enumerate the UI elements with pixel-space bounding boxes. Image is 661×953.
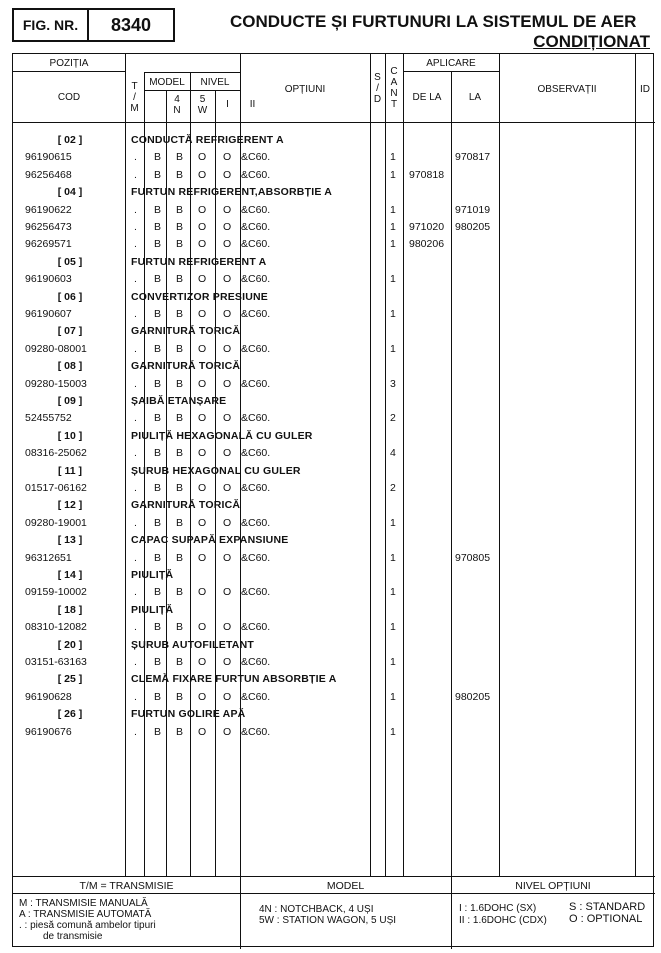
position-number: [ 10 ]	[57, 429, 83, 442]
nivel-2-cell: O	[223, 308, 232, 320]
part-description: CAPAC SUPAPĂ EXPANSIUNE	[131, 534, 289, 547]
legend-footer	[13, 876, 655, 948]
model-4n-cell: B	[154, 238, 162, 251]
title-line-2: CONDIȚIONAT	[533, 32, 650, 51]
model-5w-cell: B	[176, 273, 184, 286]
model-4n-cell: B	[154, 447, 162, 460]
nivel-1-cell: O	[198, 690, 207, 703]
part-description: PIULIȚĂ	[131, 603, 174, 616]
model-5w-cell: B	[176, 238, 184, 251]
quantity-cell: 2	[390, 482, 396, 494]
transmission-cell: .	[134, 551, 137, 564]
options-cell: &C60.	[241, 151, 271, 164]
table-row	[13, 376, 655, 393]
part-code: 96190628	[25, 690, 72, 703]
model-5w-cell: B	[176, 725, 184, 738]
table-row	[13, 219, 655, 236]
col-header-4n: 4 N	[173, 94, 181, 116]
nivel-2-cell: O	[223, 621, 232, 634]
options-cell: &C60.	[241, 690, 271, 703]
part-description: GARNITURĂ TORICĂ	[131, 360, 241, 373]
nivel-2-cell: O	[223, 342, 232, 355]
nivel-2-cell: O	[223, 725, 232, 738]
table-row	[13, 515, 655, 532]
part-code: 96190622	[25, 203, 72, 216]
col-header-nivel: NIVEL	[200, 77, 230, 88]
divider	[13, 71, 125, 72]
model-4n-cell: B	[154, 690, 162, 703]
options-cell: &C60.	[241, 377, 271, 390]
to-date-cell: 980205	[455, 221, 491, 233]
quantity-cell: 1	[390, 221, 396, 233]
nivel-1-cell: O	[198, 447, 207, 460]
nivel-1-cell: O	[198, 656, 207, 668]
col-header-5w: 5 W	[197, 94, 208, 116]
transmission-cell: .	[134, 725, 137, 738]
col-header-aplicare: APLICARE	[426, 58, 476, 69]
position-number: [ 26 ]	[57, 708, 83, 721]
quantity-cell: 1	[390, 238, 396, 251]
options-cell: &C60.	[241, 412, 271, 425]
part-code: 03151-63163	[25, 656, 87, 668]
section-row	[13, 132, 655, 149]
nivel-2-cell: O	[223, 221, 232, 233]
nivel-1-cell: O	[198, 238, 207, 251]
table-row	[13, 202, 655, 219]
transmission-cell: .	[134, 203, 137, 216]
part-description: ȘURUB HEXAGONAL CU GULER	[131, 464, 301, 477]
options-cell: &C60.	[241, 621, 271, 634]
part-description: ȘAIBĂ ETANȘARE	[131, 395, 227, 407]
part-description: GARNITURĂ TORICĂ	[131, 325, 241, 338]
table-row	[13, 167, 655, 184]
model-5w-cell: B	[176, 482, 184, 494]
table-row	[13, 654, 655, 671]
table-row	[13, 550, 655, 567]
quantity-cell: 1	[390, 168, 396, 181]
transmission-cell: .	[134, 238, 137, 251]
part-description: FURTUN REFRIGERENT A	[131, 255, 267, 268]
quantity-cell: 4	[390, 447, 396, 460]
model-5w-cell: B	[176, 690, 184, 703]
part-code: 09280-08001	[25, 342, 87, 355]
legend-optional: O : OPTIONAL	[569, 913, 643, 925]
legend-tm-title: T/M = TRANSMISIE	[79, 880, 174, 892]
section-row	[13, 428, 655, 445]
to-date-cell: 971019	[455, 203, 491, 216]
position-number: [ 05 ]	[57, 255, 83, 268]
nivel-1-cell: O	[198, 621, 207, 634]
part-code: 96190676	[25, 725, 72, 738]
position-number: [ 12 ]	[57, 499, 83, 512]
section-row	[13, 671, 655, 688]
transmission-cell: .	[134, 168, 137, 181]
part-code: 01517-06162	[25, 482, 87, 494]
part-code: 52455752	[25, 412, 72, 425]
quantity-cell: 1	[390, 151, 396, 164]
nivel-2-cell: O	[223, 586, 232, 599]
model-4n-cell: B	[154, 656, 162, 668]
nivel-1-cell: O	[198, 151, 207, 164]
section-row	[13, 393, 655, 410]
nivel-2-cell: O	[223, 412, 232, 425]
model-5w-cell: B	[176, 377, 184, 390]
quantity-cell: 1	[390, 551, 396, 564]
legend-tm-m: M : TRANSMISIE MANUALĂ	[19, 898, 148, 909]
section-row	[13, 637, 655, 654]
part-code: 96256473	[25, 221, 72, 233]
section-row	[13, 532, 655, 549]
quantity-cell: 1	[390, 621, 396, 634]
transmission-cell: .	[134, 621, 137, 634]
nivel-1-cell: O	[198, 342, 207, 355]
nivel-2-cell: O	[223, 447, 232, 460]
part-description: CLEMĂ FIXARE FURTUN ABSORBȚIE A	[131, 673, 337, 686]
options-cell: &C60.	[241, 238, 271, 251]
model-4n-cell: B	[154, 482, 162, 494]
part-description: PIULIȚĂ HEXAGONALĂ CU GULER	[131, 429, 313, 442]
position-number: [ 13 ]	[57, 534, 83, 547]
model-5w-cell: B	[176, 203, 184, 216]
nivel-2-cell: O	[223, 516, 232, 529]
transmission-cell: .	[134, 308, 137, 320]
page-title	[230, 12, 650, 52]
header-divider	[13, 122, 655, 123]
quantity-cell: 1	[390, 725, 396, 738]
transmission-cell: .	[134, 273, 137, 286]
model-5w-cell: B	[176, 516, 184, 529]
figure-label: FIG. NR.	[14, 10, 89, 40]
quantity-cell: 1	[390, 203, 396, 216]
part-description: PIULIȚĂ	[131, 569, 174, 581]
section-row	[13, 497, 655, 514]
model-4n-cell: B	[154, 308, 162, 320]
nivel-1-cell: O	[198, 551, 207, 564]
part-description: CONVERTIZOR PRESIUNE	[131, 290, 269, 303]
legend-nivel-title: NIVEL OPȚIUNI	[515, 880, 591, 892]
from-date-cell: 971020	[409, 221, 445, 233]
parts-table	[12, 53, 654, 947]
col-header-pozitia: POZIȚIA	[49, 58, 89, 69]
options-cell: &C60.	[241, 342, 271, 355]
position-number: [ 20 ]	[57, 638, 83, 651]
table-row	[13, 149, 655, 166]
position-number: [ 14 ]	[57, 569, 83, 581]
options-cell: &C60.	[241, 725, 271, 738]
section-row	[13, 358, 655, 375]
position-number: [ 06 ]	[57, 290, 83, 303]
legend-model-title: MODEL	[326, 880, 365, 892]
quantity-cell: 1	[390, 516, 396, 529]
transmission-cell: .	[134, 516, 137, 529]
quantity-cell: 1	[390, 308, 396, 320]
model-5w-cell: B	[176, 412, 184, 425]
transmission-cell: .	[134, 482, 137, 494]
part-description: FURTUN REFRIGERENT,ABSORBȚIE A	[131, 186, 333, 199]
figure-number-box	[12, 8, 175, 42]
transmission-cell: .	[134, 221, 137, 233]
quantity-cell: 1	[390, 342, 396, 355]
model-4n-cell: B	[154, 168, 162, 181]
model-5w-cell: B	[176, 342, 184, 355]
to-date-cell: 970817	[455, 151, 491, 164]
nivel-2-cell: O	[223, 482, 232, 494]
col-header-id: ID	[640, 84, 650, 95]
part-description: FURTUN GOLIRE APĂ	[131, 708, 246, 721]
col-header-model: MODEL	[149, 77, 185, 88]
col-header-nivel-2: II	[249, 99, 256, 110]
col-header-de-la: DE LA	[412, 92, 442, 103]
transmission-cell: .	[134, 377, 137, 390]
transmission-cell: .	[134, 412, 137, 425]
position-number: [ 18 ]	[57, 603, 83, 616]
options-cell: &C60.	[241, 168, 271, 181]
options-cell: &C60.	[241, 586, 271, 599]
col-header-nivel-1: I	[226, 99, 229, 110]
options-cell: &C60.	[241, 221, 271, 233]
legend-standard: S : STANDARD	[569, 901, 646, 913]
quantity-cell: 3	[390, 377, 396, 390]
model-4n-cell: B	[154, 377, 162, 390]
part-code: 96256468	[25, 168, 72, 181]
options-cell: &C60.	[241, 203, 271, 216]
model-4n-cell: B	[154, 273, 162, 286]
col-header-tm: T / M	[130, 81, 139, 114]
position-number: [ 08 ]	[57, 360, 83, 373]
position-number: [ 02 ]	[57, 134, 83, 146]
transmission-cell: .	[134, 586, 137, 599]
part-code: 08310-12082	[25, 621, 87, 634]
col-header-cant: C A N T	[390, 66, 398, 110]
options-cell: &C60.	[241, 656, 271, 668]
model-5w-cell: B	[176, 551, 184, 564]
part-code: 09280-19001	[25, 516, 87, 529]
section-row	[13, 323, 655, 340]
col-header-optiuni: OPȚIUNI	[284, 84, 326, 95]
section-row	[13, 254, 655, 271]
model-4n-cell: B	[154, 621, 162, 634]
from-date-cell: 980206	[409, 238, 445, 251]
transmission-cell: .	[134, 690, 137, 703]
nivel-1-cell: O	[198, 412, 207, 425]
part-code: 09280-15003	[25, 377, 87, 390]
divider	[13, 893, 655, 894]
col-header-la: LA	[468, 92, 482, 103]
part-code: 96312651	[25, 551, 72, 564]
model-4n-cell: B	[154, 412, 162, 425]
figure-number: 8340	[110, 14, 152, 35]
model-4n-cell: B	[154, 151, 162, 164]
nivel-2-cell: O	[223, 551, 232, 564]
part-description: ȘURUB AUTOFILETANT	[131, 638, 254, 651]
to-date-cell: 970805	[455, 551, 491, 564]
model-4n-cell: B	[154, 342, 162, 355]
from-date-cell: 970818	[409, 168, 445, 181]
table-row	[13, 271, 655, 288]
legend-tm-dot-cont: de transmisie	[43, 931, 103, 942]
nivel-1-cell: O	[198, 308, 207, 320]
model-5w-cell: B	[176, 308, 184, 320]
nivel-2-cell: O	[223, 273, 232, 286]
divider	[144, 72, 240, 73]
part-code: 09159-10002	[25, 586, 87, 599]
options-cell: &C60.	[241, 516, 271, 529]
section-row	[13, 463, 655, 480]
table-row	[13, 445, 655, 462]
transmission-cell: .	[134, 151, 137, 164]
nivel-1-cell: O	[198, 586, 207, 599]
legend-tm-a: A : TRANSMISIE AUTOMATĂ	[19, 909, 152, 920]
part-code: 96269571	[25, 238, 72, 251]
nivel-2-cell: O	[223, 238, 232, 251]
transmission-cell: .	[134, 656, 137, 668]
table-row	[13, 236, 655, 253]
quantity-cell: 1	[390, 273, 396, 286]
section-row	[13, 289, 655, 306]
table-row	[13, 724, 655, 741]
part-code: 96190607	[25, 308, 72, 320]
options-cell: &C60.	[241, 273, 271, 286]
section-row	[13, 184, 655, 201]
model-4n-cell: B	[154, 221, 162, 233]
model-4n-cell: B	[154, 551, 162, 564]
model-5w-cell: B	[176, 168, 184, 181]
col-header-cod: COD	[57, 92, 81, 103]
nivel-2-cell: O	[223, 377, 232, 390]
part-description: CONDUCTĂ REFRIGERENT A	[131, 134, 284, 146]
options-cell: &C60.	[241, 551, 271, 564]
divider	[144, 90, 240, 91]
nivel-1-cell: O	[198, 221, 207, 233]
legend-nivel-2: II : 1.6DOHC (CDX)	[459, 915, 547, 926]
legend-model-5w: 5W : STATION WAGON, 5 UȘI	[259, 915, 397, 926]
nivel-2-cell: O	[223, 168, 232, 181]
quantity-cell: 1	[390, 690, 396, 703]
model-5w-cell: B	[176, 656, 184, 668]
section-row	[13, 706, 655, 723]
model-5w-cell: B	[176, 221, 184, 233]
model-4n-cell: B	[154, 516, 162, 529]
table-row	[13, 584, 655, 601]
model-5w-cell: B	[176, 621, 184, 634]
options-cell: &C60.	[241, 482, 271, 494]
quantity-cell: 1	[390, 656, 396, 668]
transmission-cell: .	[134, 447, 137, 460]
quantity-cell: 1	[390, 586, 396, 599]
options-cell: &C60.	[241, 447, 271, 460]
table-row	[13, 480, 655, 497]
nivel-1-cell: O	[198, 273, 207, 286]
nivel-2-cell: O	[223, 203, 232, 216]
nivel-2-cell: O	[223, 151, 232, 164]
position-number: [ 11 ]	[58, 464, 82, 477]
nivel-2-cell: O	[223, 690, 232, 703]
position-number: [ 25 ]	[57, 673, 83, 686]
nivel-1-cell: O	[198, 482, 207, 494]
table-row	[13, 341, 655, 358]
col-header-observatii: OBSERVAȚII	[537, 84, 597, 95]
to-date-cell: 980205	[455, 690, 491, 703]
quantity-cell: 2	[390, 412, 396, 425]
model-4n-cell: B	[154, 203, 162, 216]
part-code: 08316-25062	[25, 447, 87, 460]
model-5w-cell: B	[176, 586, 184, 599]
nivel-1-cell: O	[198, 168, 207, 181]
nivel-1-cell: O	[198, 377, 207, 390]
part-code: 96190603	[25, 273, 72, 286]
model-5w-cell: B	[176, 151, 184, 164]
title-line-1: CONDUCTE ȘI FURTUNURI LA SISTEMUL DE AER	[230, 12, 637, 31]
section-row	[13, 567, 655, 584]
section-row	[13, 602, 655, 619]
position-number: [ 04 ]	[57, 186, 83, 199]
position-number: [ 07 ]	[57, 325, 83, 338]
options-cell: &C60.	[241, 308, 271, 320]
table-row	[13, 619, 655, 636]
col-header-sd: S / D	[373, 72, 382, 105]
transmission-cell: .	[134, 342, 137, 355]
part-code: 96190615	[25, 151, 72, 164]
position-number: [ 09 ]	[57, 395, 83, 407]
model-5w-cell: B	[176, 447, 184, 460]
table-row	[13, 410, 655, 427]
table-row	[13, 306, 655, 323]
table-row	[13, 689, 655, 706]
model-4n-cell: B	[154, 725, 162, 738]
legend-model-4n: 4N : NOTCHBACK, 4 UȘI	[259, 904, 374, 915]
model-4n-cell: B	[154, 586, 162, 599]
legend-tm-dot: . : piesă comună ambelor tipuri	[19, 920, 156, 931]
legend-nivel-1: I : 1.6DOHC (SX)	[459, 903, 537, 914]
nivel-2-cell: O	[223, 656, 232, 668]
part-description: GARNITURĂ TORICĂ	[131, 499, 241, 512]
nivel-1-cell: O	[198, 203, 207, 216]
nivel-1-cell: O	[198, 516, 207, 529]
nivel-1-cell: O	[198, 725, 207, 738]
